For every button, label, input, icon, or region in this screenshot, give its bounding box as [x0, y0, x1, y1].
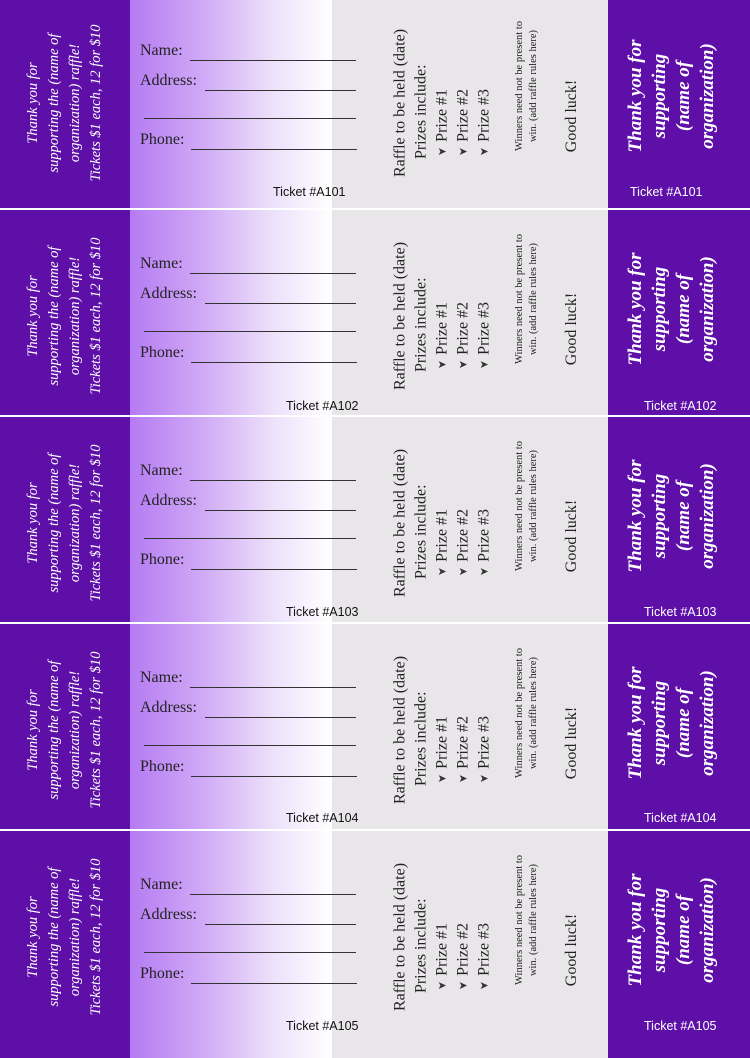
arrow-bullet-icon: ➤ — [458, 358, 468, 371]
prize-text: Prize #1 — [433, 88, 451, 142]
prize-text: Prize #1 — [433, 301, 451, 355]
prizes-label: Prizes include: — [412, 277, 430, 373]
right-stub-line: Thank you for — [625, 39, 646, 153]
prize-text: Prize #2 — [454, 715, 472, 769]
stub-line: organization) raffle! — [67, 877, 83, 997]
rules-line: win. (add raffle rules here) — [528, 29, 539, 143]
name-label: Name: — [140, 255, 183, 272]
ticket-number: Ticket #A103 — [286, 605, 359, 619]
stub-line: organization) raffle! — [67, 670, 83, 790]
right-stub-line: Thank you for — [625, 873, 646, 987]
rules-line: Winners need not be present to — [514, 21, 525, 151]
phone-field[interactable] — [191, 149, 357, 150]
ticket-divider — [0, 415, 750, 417]
good-luck-text: Good luck! — [563, 499, 580, 573]
name-label: Name: — [140, 669, 183, 686]
raffle-rules-text — [513, 441, 541, 571]
phone-field[interactable] — [191, 362, 357, 363]
right-stub-line: supporting — [649, 680, 670, 766]
prize-text: Prize #2 — [454, 301, 472, 355]
phone-field[interactable] — [191, 776, 357, 777]
stub-line: Thank you for — [25, 482, 41, 564]
stub-line: Thank you for — [25, 689, 41, 771]
good-luck-text: Good luck! — [563, 913, 580, 987]
prize-item — [474, 242, 495, 390]
stub-line: supporting the (name of — [46, 33, 62, 173]
prize-item — [432, 449, 453, 597]
right-stub-line: Thank you for — [625, 252, 646, 366]
ticket-number: Ticket #A101 — [273, 185, 346, 199]
right-stub-line: supporting — [649, 53, 670, 139]
raffle-details — [390, 656, 495, 804]
raffle-date-text: Raffle to be held (date) — [391, 655, 409, 805]
prize-item — [453, 863, 474, 1011]
raffle-rules-text — [513, 855, 541, 985]
prize-item — [474, 449, 495, 597]
rules-line: Winners need not be present to — [514, 441, 525, 571]
stub-thank-you-text — [23, 423, 107, 623]
prizes-label: Prizes include: — [412, 64, 430, 160]
right-stub-thank-you — [624, 253, 720, 366]
raffle-date-text: Raffle to be held (date) — [391, 448, 409, 598]
right-stub-line: Thank you for — [625, 459, 646, 573]
phone-label: Phone: — [140, 551, 185, 568]
prize-text: Prize #3 — [475, 508, 493, 562]
stub-line: Thank you for — [25, 896, 41, 978]
address-line-2-field[interactable] — [144, 118, 356, 119]
arrow-bullet-icon: ➤ — [458, 145, 468, 158]
raffle-date-text: Raffle to be held (date) — [391, 28, 409, 178]
stub-ticket-number: Ticket #A102 — [644, 399, 717, 413]
stub-line: organization) raffle! — [67, 256, 83, 376]
address-label: Address: — [140, 492, 197, 509]
right-stub-line: organization) — [697, 463, 718, 569]
rules-line: win. (add raffle rules here) — [528, 242, 539, 356]
raffle-date-text: Raffle to be held (date) — [391, 862, 409, 1012]
arrow-bullet-icon: ➤ — [479, 979, 489, 992]
address-field[interactable] — [205, 510, 356, 511]
raffle-ticket — [0, 834, 750, 1041]
arrow-bullet-icon: ➤ — [458, 979, 468, 992]
address-field[interactable] — [205, 717, 356, 718]
ticket-divider — [0, 829, 750, 831]
raffle-ticket — [0, 0, 750, 207]
prize-text: Prize #3 — [475, 301, 493, 355]
ticket-divider — [0, 622, 750, 624]
stub-thank-you-text — [23, 3, 107, 203]
right-stub-line: Thank you for — [625, 666, 646, 780]
name-label: Name: — [140, 462, 183, 479]
stub-line: supporting the (name of — [46, 867, 62, 1007]
right-stub-line: organization) — [697, 43, 718, 149]
address-line-2-field[interactable] — [144, 952, 356, 953]
arrow-bullet-icon: ➤ — [437, 358, 447, 371]
name-field[interactable] — [190, 273, 356, 274]
prize-text: Prize #2 — [454, 508, 472, 562]
right-stub-line: (name of — [673, 687, 694, 759]
name-field[interactable] — [190, 894, 356, 895]
phone-label: Phone: — [140, 344, 185, 361]
ticket-price-text: Tickets $1 each, 12 for $10 — [88, 237, 104, 395]
arrow-bullet-icon: ➤ — [479, 565, 489, 578]
address-line-2-field[interactable] — [144, 538, 356, 539]
prize-item — [453, 449, 474, 597]
stub-ticket-number: Ticket #A104 — [644, 811, 717, 825]
arrow-bullet-icon: ➤ — [479, 772, 489, 785]
name-field[interactable] — [190, 687, 356, 688]
raffle-details — [390, 29, 495, 177]
address-label: Address: — [140, 72, 197, 89]
arrow-bullet-icon: ➤ — [437, 979, 447, 992]
prize-text: Prize #2 — [454, 922, 472, 976]
raffle-details — [390, 242, 495, 390]
prize-item — [432, 242, 453, 390]
stub-line: supporting the (name of — [46, 246, 62, 386]
arrow-bullet-icon: ➤ — [479, 145, 489, 158]
right-stub-thank-you — [624, 460, 720, 573]
prizes-label: Prizes include: — [412, 484, 430, 580]
raffle-ticket — [0, 627, 750, 834]
right-stub-thank-you — [624, 667, 720, 780]
arrow-bullet-icon: ➤ — [458, 772, 468, 785]
prize-text: Prize #1 — [433, 715, 451, 769]
right-stub-line: organization) — [697, 670, 718, 776]
right-stub-line: organization) — [697, 877, 718, 983]
stub-line: organization) raffle! — [67, 43, 83, 163]
right-stub-line: (name of — [673, 480, 694, 552]
prize-text: Prize #3 — [475, 715, 493, 769]
right-stub-line: (name of — [673, 60, 694, 132]
rules-line: win. (add raffle rules here) — [528, 449, 539, 563]
arrow-bullet-icon: ➤ — [479, 358, 489, 371]
prizes-label: Prizes include: — [412, 691, 430, 787]
stub-ticket-number: Ticket #A105 — [644, 1019, 717, 1033]
arrow-bullet-icon: ➤ — [437, 145, 447, 158]
phone-label: Phone: — [140, 131, 185, 148]
right-stub-line: (name of — [673, 894, 694, 966]
prize-item — [474, 29, 495, 177]
name-field[interactable] — [190, 60, 356, 61]
phone-field[interactable] — [191, 569, 357, 570]
prize-text: Prize #1 — [433, 508, 451, 562]
stub-thank-you-text — [23, 216, 107, 416]
right-stub-line: supporting — [649, 266, 670, 352]
name-label: Name: — [140, 876, 183, 893]
right-stub-line: supporting — [649, 473, 670, 559]
address-field[interactable] — [205, 90, 356, 91]
rules-line: Winners need not be present to — [514, 648, 525, 778]
ticket-price-text: Tickets $1 each, 12 for $10 — [88, 858, 104, 1016]
stub-line: organization) raffle! — [67, 463, 83, 583]
phone-label: Phone: — [140, 758, 185, 775]
arrow-bullet-icon: ➤ — [437, 772, 447, 785]
ticket-price-text: Tickets $1 each, 12 for $10 — [88, 444, 104, 602]
stub-thank-you-text — [23, 837, 107, 1037]
prize-item — [432, 656, 453, 804]
prizes-label: Prizes include: — [412, 898, 430, 994]
ticket-number: Ticket #A104 — [286, 811, 359, 825]
stub-line: supporting the (name of — [46, 660, 62, 800]
phone-label: Phone: — [140, 965, 185, 982]
raffle-rules-text — [513, 21, 541, 151]
prize-text: Prize #1 — [433, 922, 451, 976]
rules-line: Winners need not be present to — [514, 234, 525, 364]
ticket-number: Ticket #A102 — [286, 399, 359, 413]
ticket-number: Ticket #A105 — [286, 1019, 359, 1033]
address-line-2-field[interactable] — [144, 745, 356, 746]
prize-item — [432, 863, 453, 1011]
rules-line: win. (add raffle rules here) — [528, 863, 539, 977]
phone-field[interactable] — [191, 983, 357, 984]
prize-item — [474, 656, 495, 804]
ticket-divider — [0, 208, 750, 210]
rules-line: Winners need not be present to — [514, 855, 525, 985]
raffle-details — [390, 449, 495, 597]
stub-line: supporting the (name of — [46, 453, 62, 593]
ticket-price-text: Tickets $1 each, 12 for $10 — [88, 24, 104, 182]
prize-text: Prize #3 — [475, 88, 493, 142]
address-label: Address: — [140, 906, 197, 923]
right-stub-line: (name of — [673, 273, 694, 345]
right-stub-thank-you — [624, 40, 720, 153]
prize-item — [432, 29, 453, 177]
raffle-details — [390, 863, 495, 1011]
address-line-2-field[interactable] — [144, 331, 356, 332]
prize-item — [453, 656, 474, 804]
stub-line: Thank you for — [25, 275, 41, 357]
good-luck-text: Good luck! — [563, 79, 580, 153]
ticket-price-text: Tickets $1 each, 12 for $10 — [88, 651, 104, 809]
stub-ticket-number: Ticket #A101 — [630, 185, 703, 199]
prize-item — [474, 863, 495, 1011]
right-stub-line: organization) — [697, 256, 718, 362]
right-stub-line: supporting — [649, 887, 670, 973]
raffle-rules-text — [513, 648, 541, 778]
address-label: Address: — [140, 285, 197, 302]
address-field[interactable] — [205, 924, 356, 925]
prize-text: Prize #2 — [454, 88, 472, 142]
rules-line: win. (add raffle rules here) — [528, 656, 539, 770]
arrow-bullet-icon: ➤ — [437, 565, 447, 578]
raffle-rules-text — [513, 234, 541, 364]
good-luck-text: Good luck! — [563, 706, 580, 780]
address-field[interactable] — [205, 303, 356, 304]
stub-ticket-number: Ticket #A103 — [644, 605, 717, 619]
raffle-ticket — [0, 213, 750, 420]
prize-item — [453, 242, 474, 390]
prize-text: Prize #3 — [475, 922, 493, 976]
address-label: Address: — [140, 699, 197, 716]
arrow-bullet-icon: ➤ — [458, 565, 468, 578]
prize-item — [453, 29, 474, 177]
stub-thank-you-text — [23, 630, 107, 830]
name-field[interactable] — [190, 480, 356, 481]
raffle-date-text: Raffle to be held (date) — [391, 241, 409, 391]
stub-line: Thank you for — [25, 62, 41, 144]
good-luck-text: Good luck! — [563, 292, 580, 366]
raffle-ticket — [0, 420, 750, 627]
right-stub-thank-you — [624, 874, 720, 987]
name-label: Name: — [140, 42, 183, 59]
